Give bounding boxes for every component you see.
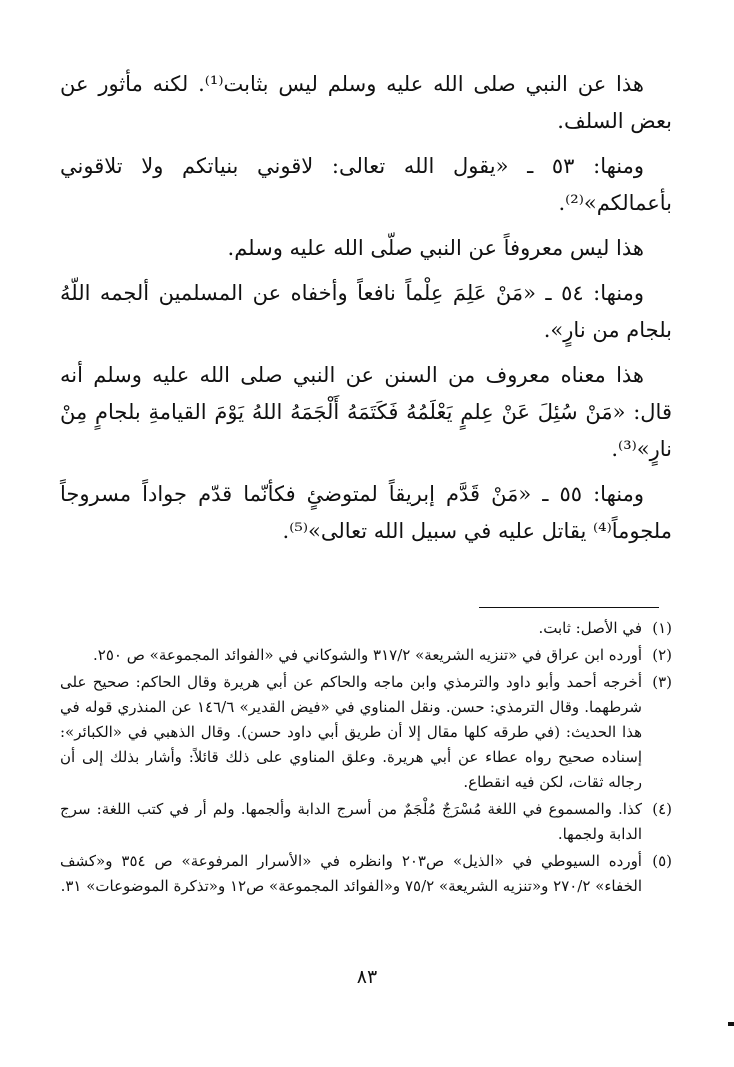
- footnote-text: أورده السيوطي في «الذيل» ص٢٠٣ وانظره في «الأسرار المرفوعة» ص ٣٥٤ و«كشف الخفاء» ٢٧٠/٢ و«تنزيه الشريعة» ٧٥/٢ و«الفوائد المجموعة» ص١٢ و«تذكرة الموضوعات» ٣١.: [60, 852, 642, 895]
- footnote-separator: [479, 607, 659, 608]
- footnote-text: أخرجه أحمد وأبو داود والترمذي وابن ماجه والحاكم عن أبي هريرة وقال الحاكم: صحيح على شرطهما. وقال الترمذي: حسن. ونقل المناوي في «فيض القدير» ١٤٦/٦ عن المنذري قوله في هذا الحديث: (في طرقه كلها مقال إلا أن طريق أبي داود حسن). وقال الذهبي في «الكبائر»: إسناده صحيح رواه عطاء عن أبي هريرة. وعلق المناوي على ذلك قائلاً: وأشار بذلك إلى أن رجاله ثقات، لكن فيه انقطاع.: [60, 673, 642, 791]
- page-number: ٨٣: [356, 966, 378, 988]
- footnotes: [60, 616, 672, 901]
- footnote-number: (٥): [652, 852, 672, 870]
- footnote-number: (٤): [652, 800, 672, 818]
- footnote-number: (٣): [652, 673, 672, 691]
- footnote: [60, 670, 672, 795]
- footnote-text: في الأصل: ثابت.: [538, 619, 642, 637]
- footnote-text: كذا. والمسموع في اللغة مُسْرَجٌ مُلْجَمٌ من أسرج الدابة وألجمها. ولم أر في كتب اللغة: سرج الدابة ولجمها.: [60, 800, 642, 843]
- main-text: [60, 66, 672, 550]
- footnote-number: (١): [652, 619, 672, 637]
- paragraph: هذا عن النبي صلى الله عليه وسلم ليس بثابت⁽¹⁾. لكنه مأثور عن بعض السلف.: [60, 72, 672, 133]
- footnote-text: أورده ابن عراق في «تنزيه الشريعة» ٣١٧/٢ والشوكاني في «الفوائد المجموعة» ص ٢٥٠.: [93, 646, 642, 664]
- paragraph: ومنها: ٥٥ ـ «مَنْ قَدَّم إبريقاً لمتوضئٍ فكأنّما قدّم جواداً مسروجاً ملجوماً⁽⁴⁾ يقاتل عليه في سبيل الله تعالى»⁽⁵⁾.: [60, 482, 672, 543]
- paragraph: هذا معناه معروف من السنن عن النبي صلى الله عليه وسلم أنه قال: «مَنْ سُئِلَ عَنْ عِلمٍ يَعْلَمُهُ فَكَتَمَهُ أَلْجَمَهُ اللهُ يَوْمَ القيامةِ بلجامٍ مِنْ نارٍ»⁽³⁾.: [60, 363, 672, 461]
- footnote: [60, 616, 672, 641]
- paragraph: ومنها: ٥٤ ـ «مَنْ عَلِمَ عِلْماً نافعاً وأخفاه عن المسلمين ألجمه اللّهُ بلجام من نارٍ».: [60, 281, 672, 342]
- paragraph: ومنها: ٥٣ ـ «يقول الله تعالى: لاقوني بنياتكم ولا تلاقوني بأعمالكم»⁽²⁾.: [60, 154, 672, 215]
- paragraph: هذا ليس معروفاً عن النبي صلّى الله عليه وسلم.: [227, 236, 644, 260]
- footnote: [60, 849, 672, 899]
- edge-mark: [728, 1022, 734, 1026]
- footnote: [60, 797, 672, 847]
- footnote-number: (٢): [652, 646, 672, 664]
- footnote: [60, 643, 672, 668]
